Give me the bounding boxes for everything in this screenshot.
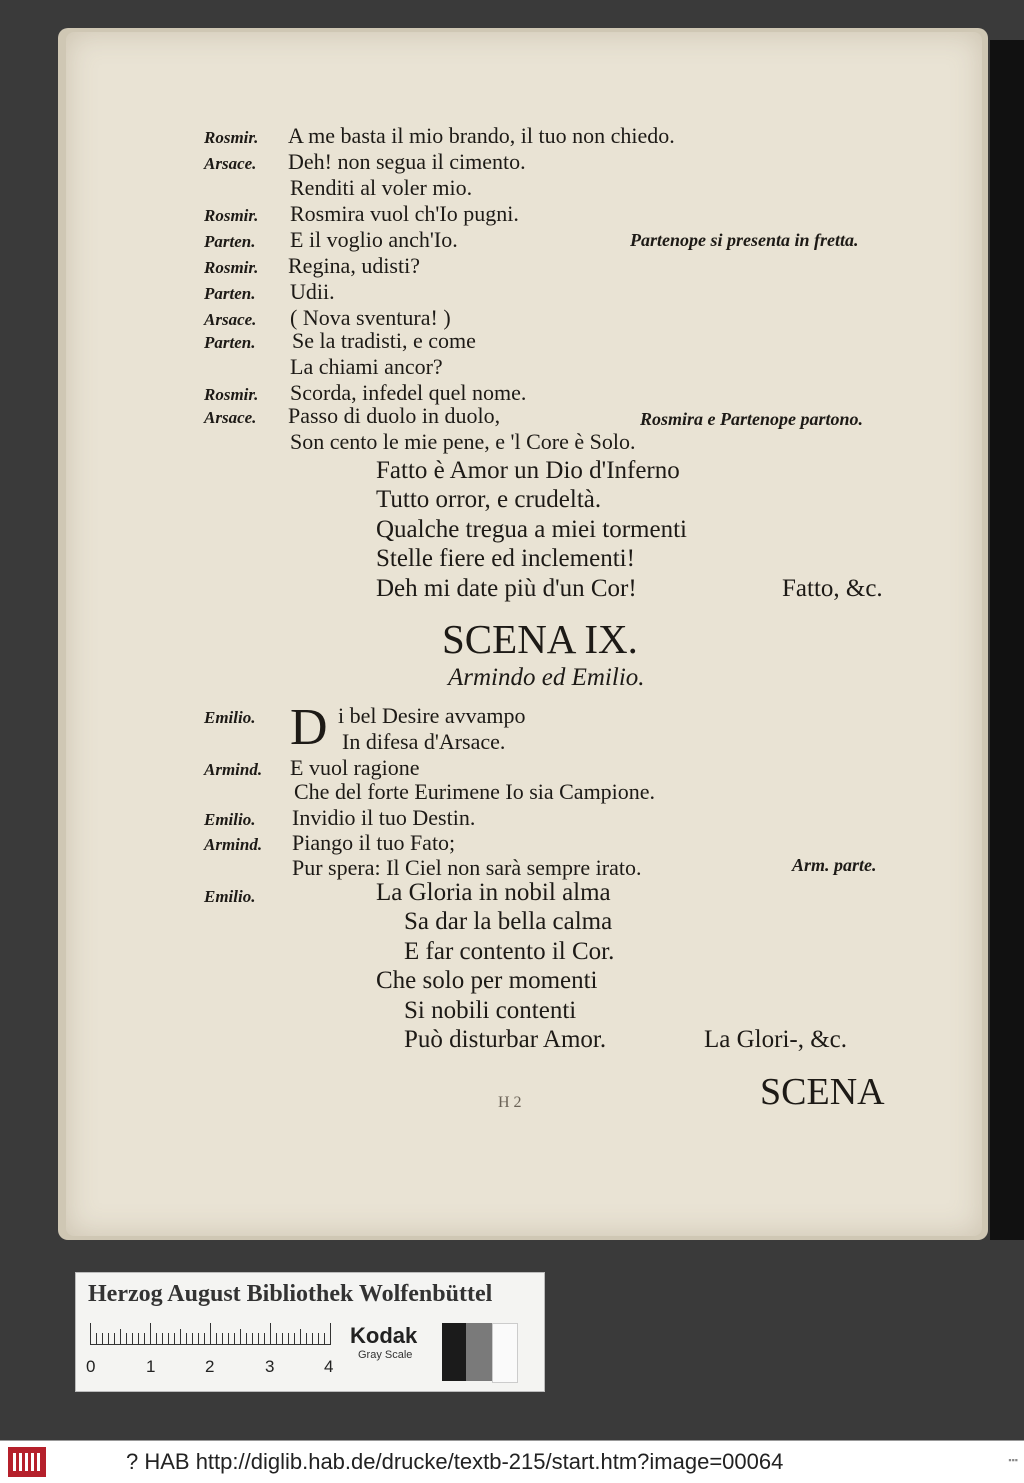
aria-line: Fatto è Amor un Dio d'Inferno: [376, 457, 680, 484]
scene-title: SCENA IX.: [442, 616, 638, 662]
adjacent-page-edge: [990, 40, 1024, 1240]
library-name: Herzog August Bibliothek Wolfenbüttel: [88, 1281, 493, 1307]
scale-number: 3: [265, 1357, 275, 1376]
kodak-brand: Kodak: [350, 1323, 418, 1348]
dialogue-line: Renditi al voler mio.: [290, 175, 473, 200]
aria-line: Stelle fiere ed inclementi!: [376, 545, 635, 572]
scale-number: 4: [324, 1357, 334, 1376]
dialogue-line: Deh! non segua il cimento.: [288, 149, 526, 174]
speaker-label: Arsace.: [204, 154, 257, 173]
speaker-label: Rosmir.: [204, 385, 259, 404]
speaker-label: Arsace.: [204, 310, 257, 329]
scale-ruler: [90, 1323, 330, 1345]
catchword: SCENA: [760, 1071, 885, 1113]
aria-line: La Gloria in nobil alma: [376, 879, 611, 906]
dialogue-line: Regina, udisti?: [288, 253, 420, 278]
speaker-label: Emilio.: [204, 708, 256, 727]
dialogue-line: E vuol ragione: [290, 755, 420, 780]
dialogue-line: Che del forte Eurimene Io sia Campione.: [294, 779, 656, 804]
speaker-label: Armind.: [204, 835, 263, 854]
speaker-label: Emilio.: [204, 810, 256, 829]
dialogue-line: A me basta il mio brando, il tuo non chiedo.: [288, 123, 675, 148]
stage-direction: Arm. parte.: [792, 855, 877, 875]
scale-number: 1: [146, 1357, 156, 1376]
aria-line: Che solo per momenti: [376, 967, 598, 994]
aria-line: Deh mi date più d'un Cor!: [376, 575, 637, 602]
aria-line: Qualche tregua a miei tormenti: [376, 516, 687, 543]
aria-line: Tutto orror, e crudeltà.: [376, 486, 602, 513]
dialogue-line: Pur spera: Il Ciel non sarà sempre irato.: [292, 855, 642, 880]
dialogue-line: E il voglio anch'Io.: [290, 227, 458, 252]
dialogue-line: Son cento le mie pene, e 'l Core è Solo.: [290, 429, 636, 454]
aria-line: Sa dar la bella calma: [404, 908, 613, 935]
speaker-label: Rosmir.: [204, 258, 259, 277]
aria-line: Può disturbar Amor.: [404, 1026, 607, 1053]
dialogue-line: Se la tradisti, e come: [292, 328, 476, 353]
gray-swatch-white: [492, 1323, 518, 1383]
scale-number: 0: [86, 1357, 96, 1376]
dialogue-line: Udii.: [290, 279, 335, 304]
signature-mark: H 2: [498, 1094, 522, 1111]
footer-marks: ▪▪▪: [1008, 1455, 1018, 1465]
gray-swatch-mid: [466, 1323, 492, 1381]
speaker-label: Emilio.: [204, 887, 256, 906]
drop-cap: D: [290, 699, 328, 756]
speaker-label: Parten.: [204, 232, 256, 251]
scene-subtitle: Armindo ed Emilio.: [448, 664, 645, 691]
scale-number: 2: [205, 1357, 215, 1376]
footer-bar: [0, 1440, 1024, 1483]
speaker-label: Parten.: [204, 333, 256, 352]
library-color-card: [75, 1272, 545, 1392]
aria-repeat: La Glori-, &c.: [704, 1026, 848, 1053]
dialogue-line: Invidio il tuo Destin.: [292, 805, 476, 830]
stage-direction: Partenope si presenta in fretta.: [630, 230, 859, 250]
dialogue-line: In difesa d'Arsace.: [342, 729, 506, 754]
dialogue-line: La chiami ancor?: [290, 354, 443, 379]
speaker-label: Rosmir.: [204, 128, 259, 147]
dialogue-line: i bel Desire avvampo: [338, 703, 526, 728]
stage-direction: Rosmira e Partenope partono.: [640, 409, 864, 429]
speaker-label: Parten.: [204, 284, 256, 303]
dialogue-line: Rosmira vuol ch'Io pugni.: [290, 201, 519, 226]
dialogue-line: Piango il tuo Fato;: [292, 830, 456, 855]
source-url[interactable]: ? HAB http://diglib.hab.de/drucke/textb-215/start.htm?image=00064: [126, 1449, 784, 1474]
dialogue-line: Scorda, infedel quel nome.: [290, 380, 527, 405]
library-logo-icon: [8, 1447, 46, 1477]
speaker-label: Rosmir.: [204, 206, 259, 225]
gray-swatch-black: [442, 1323, 466, 1381]
dialogue-line: ( Nova sventura! ): [290, 305, 451, 330]
aria-repeat: Fatto, &c.: [782, 575, 883, 602]
gray-scale-label: Gray Scale: [358, 1349, 413, 1361]
speaker-label: Armind.: [204, 760, 263, 779]
aria-line: Si nobili contenti: [404, 997, 577, 1024]
dialogue-line: Passo di duolo in duolo,: [288, 403, 501, 428]
aria-line: E far contento il Cor.: [404, 938, 615, 965]
speaker-label: Arsace.: [204, 408, 257, 427]
